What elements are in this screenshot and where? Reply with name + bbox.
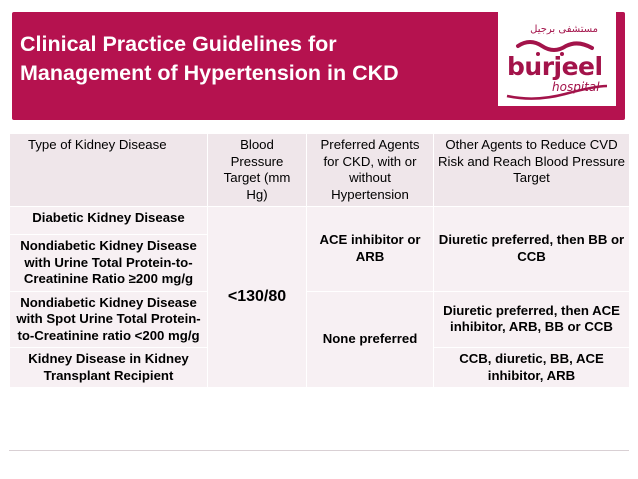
header-preferred-agents: Preferred Agents for CKD, with or without Hypertension: [307, 134, 434, 207]
row-type-nondiabetic-low: Nondiabetic Kidney Disease with Spot Urine Total Protein-to-Creatinine ratio <200 mg/g: [10, 291, 208, 348]
title-line-1: Clinical Practice Guidelines for: [20, 32, 337, 56]
table-row: [10, 291, 630, 348]
svg-text:مستشفى برجيل: مستشفى برجيل: [530, 24, 598, 35]
bp-target-cell: <130/80: [208, 207, 307, 388]
header-bp-target: Blood Pressure Target (mm Hg): [208, 134, 307, 207]
logo-name: burjeel: [507, 52, 603, 81]
table-row: [10, 207, 630, 235]
table-header-row: [10, 134, 630, 207]
row-type-transplant: Kidney Disease in Kidney Transplant Recipient: [10, 348, 208, 388]
header-other-agents: Other Agents to Reduce CVD Risk and Reach Blood Pressure Target: [434, 134, 630, 207]
guidelines-table: [9, 133, 630, 388]
page-title: [20, 30, 480, 88]
other-agents-3: CCB, diuretic, BB, ACE inhibitor, ARB: [434, 348, 630, 388]
preferred-none-cell: None preferred: [307, 291, 434, 388]
logo-subtitle: hospital: [552, 80, 600, 94]
preferred-ace-cell: ACE inhibitor or ARB: [307, 207, 434, 292]
other-agents-1: Diuretic preferred, then BB or CCB: [434, 207, 630, 292]
table-bottom-divider: [9, 450, 629, 451]
row-type-nondiabetic-high: Nondiabetic Kidney Disease with Urine Total Protein-to-Creatinine Ratio ≥200 mg/g: [10, 235, 208, 292]
other-agents-2: Diuretic preferred, then ACE inhibitor, ARB, BB or CCB: [434, 291, 630, 348]
title-line-2: Management of Hypertension in CKD: [20, 61, 399, 85]
header-type: Type of Kidney Disease: [10, 134, 208, 207]
row-type-diabetic: Diabetic Kidney Disease: [10, 207, 208, 235]
